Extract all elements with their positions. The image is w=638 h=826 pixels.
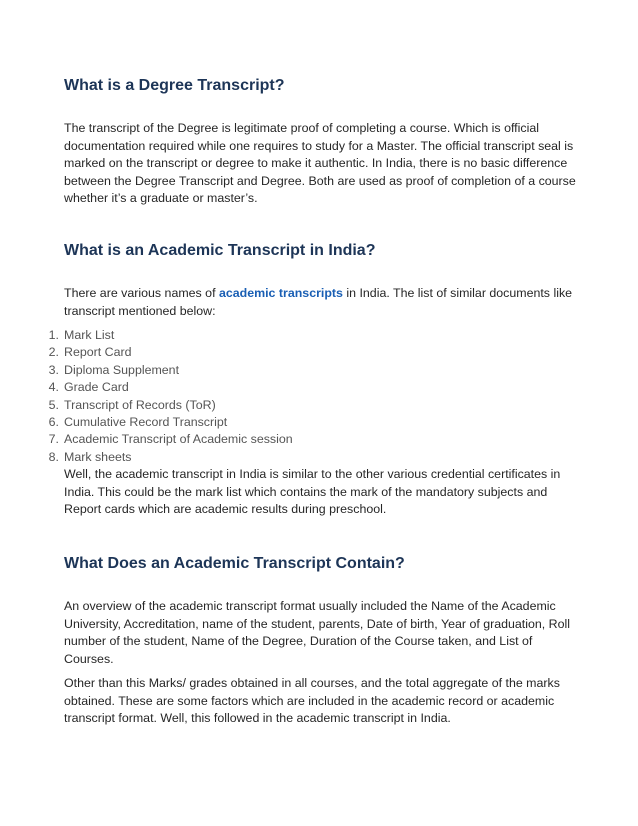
paragraph-degree-transcript: The transcript of the Degree is legitimate proof of completing a course. Which is official documentation required while one requires to study for a Master. The official transcript seal is marked on the transcript or degree to make it authentic. In India, there is no basic difference between the Degree Transcript and Degree. Both are used as proof of completion of a course whether it’s a graduate or master’s. bbox=[64, 121, 576, 206]
section-heading-academic-transcript-india: What is an Academic Transcript in India? bbox=[64, 242, 376, 259]
list-item-label: Grade Card bbox=[64, 380, 129, 395]
list-item-number: 6. bbox=[48, 415, 59, 430]
list-item bbox=[48, 397, 576, 414]
section-heading-transcript-contents: What Does an Academic Transcript Contain? bbox=[64, 555, 405, 572]
list-item bbox=[48, 431, 576, 448]
list-item-label: Mark sheets bbox=[64, 449, 132, 464]
list-item bbox=[48, 379, 576, 396]
intro-text-after: in India. The list of similar documents like transcript mentioned below: bbox=[64, 286, 573, 318]
list-item bbox=[48, 362, 576, 379]
list-item bbox=[48, 414, 576, 431]
paragraph-academic-transcript-intro bbox=[64, 285, 576, 320]
list-item-label: Diploma Supplement bbox=[64, 362, 180, 377]
paragraph-transcript-contents-marks: Other than this Marks/ grades obtained in all courses, and the total aggregate of the marks obtained. These are some factors which are included in the academic record or academic transcript format. Well, this followed in the academic transcript in India. bbox=[64, 676, 560, 726]
list-item-number: 1. bbox=[48, 328, 59, 342]
list-item-number: 7. bbox=[48, 432, 59, 447]
list-item-label: Mark List bbox=[64, 328, 115, 342]
list-item bbox=[48, 327, 576, 344]
academic-transcripts-link[interactable]: academic transcripts bbox=[218, 286, 343, 300]
intro-text-before: There are various names of bbox=[64, 286, 219, 300]
list-item-label: Cumulative Record Transcript bbox=[64, 415, 228, 430]
list-item-number: 8. bbox=[48, 449, 59, 464]
transcript-names-list bbox=[48, 327, 576, 466]
list-item-label: Report Card bbox=[64, 345, 132, 360]
paragraph-academic-transcript-closing: Well, the academic transcript in India is similar to the other various credential certificates in India. This could be the mark list which contains the mark of the mandatory subjects and Report cards which are academic results during preschool. bbox=[64, 467, 561, 517]
list-item-number: 4. bbox=[48, 380, 59, 395]
list-item-number: 5. bbox=[48, 397, 59, 412]
list-item bbox=[48, 449, 576, 466]
paragraph-transcript-contents-overview: An overview of the academic transcript format usually included the Name of the Academic University, Accreditation, name of the student, parents, Date of birth, Year of graduation, Roll number of the student, Name of the Degree, Duration of the Course taken, and List of Courses. bbox=[64, 599, 571, 666]
list-item-label: Transcript of Records (ToR) bbox=[64, 397, 216, 412]
list-item-number: 3. bbox=[48, 362, 59, 377]
list-item-number: 2. bbox=[48, 345, 59, 360]
list-item-label: Academic Transcript of Academic session bbox=[64, 432, 293, 447]
list-item bbox=[48, 344, 576, 361]
section-heading-degree-transcript: What is a Degree Transcript? bbox=[64, 77, 285, 94]
